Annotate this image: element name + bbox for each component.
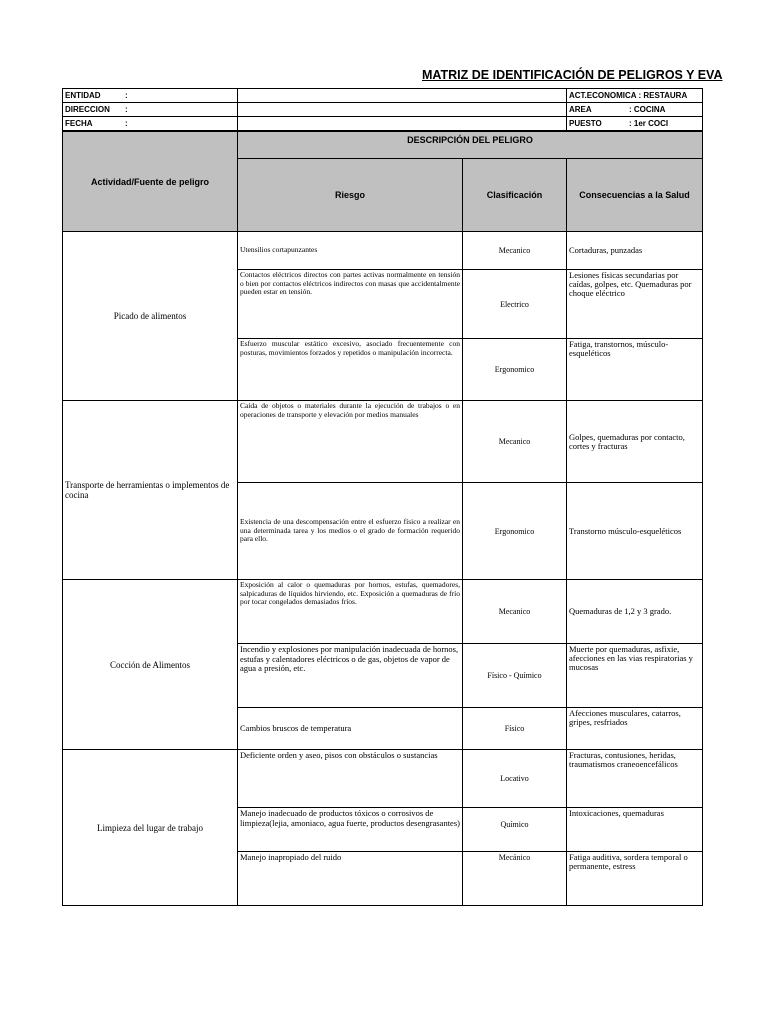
clasificacion-cell[interactable]: Físico - Químico — [463, 644, 567, 708]
entidad-colon: : — [125, 91, 128, 100]
riesgo-cell[interactable]: Exposición al calor o quemaduras por hornos, estufas, quemadores, salpicaduras de líquidos hirviendo, etc. Exposición a quemaduras de frío por tocar congelados demasiados fríos. — [238, 580, 463, 644]
activity-cell[interactable]: Picado de alimentos — [63, 232, 238, 401]
consecuencias-cell[interactable]: Fatiga, transtornos, músculo-esqueléticos — [567, 339, 703, 401]
clasificacion-cell[interactable]: Mecanico — [463, 401, 567, 483]
clasificacion-cell[interactable]: Físico — [463, 708, 567, 750]
entidad-label: ENTIDAD — [65, 91, 101, 100]
consecuencias-cell[interactable]: Lesiones físicas secundarias por caídas, golpes, etc. Quemaduras por choque eléctrico — [567, 270, 703, 339]
column-header-actividad: Actividad/Fuente de peligro — [63, 132, 238, 232]
puesto-value: : 1er COCI — [629, 119, 669, 128]
puesto-cell[interactable] — [567, 117, 703, 131]
clasificacion-cell[interactable]: Mecanico — [463, 580, 567, 644]
riesgo-cell[interactable]: Deficiente orden y aseo, pisos con obstáculos o sustancias — [238, 750, 463, 808]
clasificacion-cell[interactable]: Locativo — [463, 750, 567, 808]
riesgo-cell[interactable]: Esfuerzo muscular estático excesivo, asociado frecuentemente con posturas, movimientos forzados y repetidos o manipulación incorrecta. — [238, 339, 463, 401]
activity-cell[interactable]: Transporte de herramientas o implementos de cocina — [63, 401, 238, 580]
fecha-value-cell[interactable] — [238, 117, 567, 131]
consecuencias-cell[interactable]: Fatiga auditiva, sordera temporal o permanente, estress — [567, 852, 703, 906]
riesgo-cell[interactable]: Contactos eléctricos directos con partes activas normalmente en tensión o bien por contactos eléctricos indirectos con masas que accidentalmente pueden estar en tensión. — [238, 270, 463, 339]
direccion-value-cell[interactable] — [238, 103, 567, 117]
riesgo-cell[interactable]: Utensilios cortapunzantes — [238, 232, 463, 270]
consecuencias-cell[interactable]: Intoxicaciones, quemaduras — [567, 808, 703, 852]
riesgo-cell[interactable]: Cambios bruscos de temperatura — [238, 708, 463, 750]
consecuencias-cell[interactable]: Fracturas, contusiones, heridas, traumatismos craneoencefálicos — [567, 750, 703, 808]
page-title: MATRIZ DE IDENTIFICACIÓN DE PELIGROS Y EVA — [422, 68, 723, 82]
hazard-matrix-table — [62, 131, 703, 906]
clasificacion-cell[interactable]: Ergonomico — [463, 339, 567, 401]
consecuencias-cell[interactable]: Afecciones musculares, catarros, gripes, resfriados — [567, 708, 703, 750]
column-header-descripcion: DESCRIPCIÓN DEL PELIGRO — [238, 132, 703, 159]
direccion-label: DIRECCION — [65, 105, 110, 114]
area-label: AREA — [569, 105, 592, 114]
clasificacion-cell[interactable]: Mecanico — [463, 232, 567, 270]
riesgo-cell[interactable]: Manejo inadecuado de productos tóxicos o corrosivos de limpieza(lejia, amoniaco, agua fuerte, productos desengrasantes) — [238, 808, 463, 852]
riesgo-cell[interactable]: Incendio y explosiones por manipulación inadecuada de hornos, estufas y calentadores eléctricos o de gas, objetos de vapor de agua a presión, etc. — [238, 644, 463, 708]
fecha-cell[interactable] — [63, 117, 238, 131]
clasificacion-cell[interactable]: Electrico — [463, 270, 567, 339]
column-header-consecuencias: Consecuencias a la Salud — [567, 159, 703, 232]
fecha-colon: : — [125, 119, 128, 128]
activity-cell[interactable]: Cocción de Alimentos — [63, 580, 238, 750]
header-info-table — [62, 88, 703, 131]
consecuencias-cell[interactable]: Quemaduras de 1,2 y 3 grado. — [567, 580, 703, 644]
column-header-clasificacion: Clasificación — [463, 159, 567, 232]
consecuencias-cell[interactable]: Transtorno músculo-esqueléticos — [567, 483, 703, 580]
activity-cell[interactable]: Limpieza del lugar de trabajo — [63, 750, 238, 906]
entidad-cell[interactable] — [63, 89, 238, 103]
consecuencias-cell[interactable]: Cortaduras, punzadas — [567, 232, 703, 270]
riesgo-cell[interactable]: Existencia de una descompensación entre el esfuerzo físico a realizar en una determinada tarea y los medios o el grado de formación requerido para ello. — [238, 483, 463, 580]
area-value: : COCINA — [629, 105, 666, 114]
column-header-riesgo: Riesgo — [238, 159, 463, 232]
puesto-label: PUESTO — [569, 119, 602, 128]
act-economica-cell[interactable]: ACT.ECONOMICA : RESTAURA — [567, 89, 703, 103]
clasificacion-cell[interactable]: Químico — [463, 808, 567, 852]
area-cell[interactable] — [567, 103, 703, 117]
riesgo-cell[interactable]: Caída de objetos o materiales durante la ejecución de trabajos o en operaciones de transporte y elevación por medios manuales — [238, 401, 463, 483]
direccion-colon: : — [125, 105, 128, 114]
fecha-label: FECHA — [65, 119, 93, 128]
clasificacion-cell[interactable]: Mecánico — [463, 852, 567, 906]
consecuencias-cell[interactable]: Muerte por quemaduras, asfixie, afecciones en las vias respiratorias y mucosas — [567, 644, 703, 708]
consecuencias-cell[interactable]: Golpes, quemaduras por contacto, cortes y fracturas — [567, 401, 703, 483]
riesgo-cell[interactable]: Manejo inapropiado del ruido — [238, 852, 463, 906]
entidad-value-cell[interactable] — [238, 89, 567, 103]
clasificacion-cell[interactable]: Ergonomico — [463, 483, 567, 580]
direccion-cell[interactable] — [63, 103, 238, 117]
